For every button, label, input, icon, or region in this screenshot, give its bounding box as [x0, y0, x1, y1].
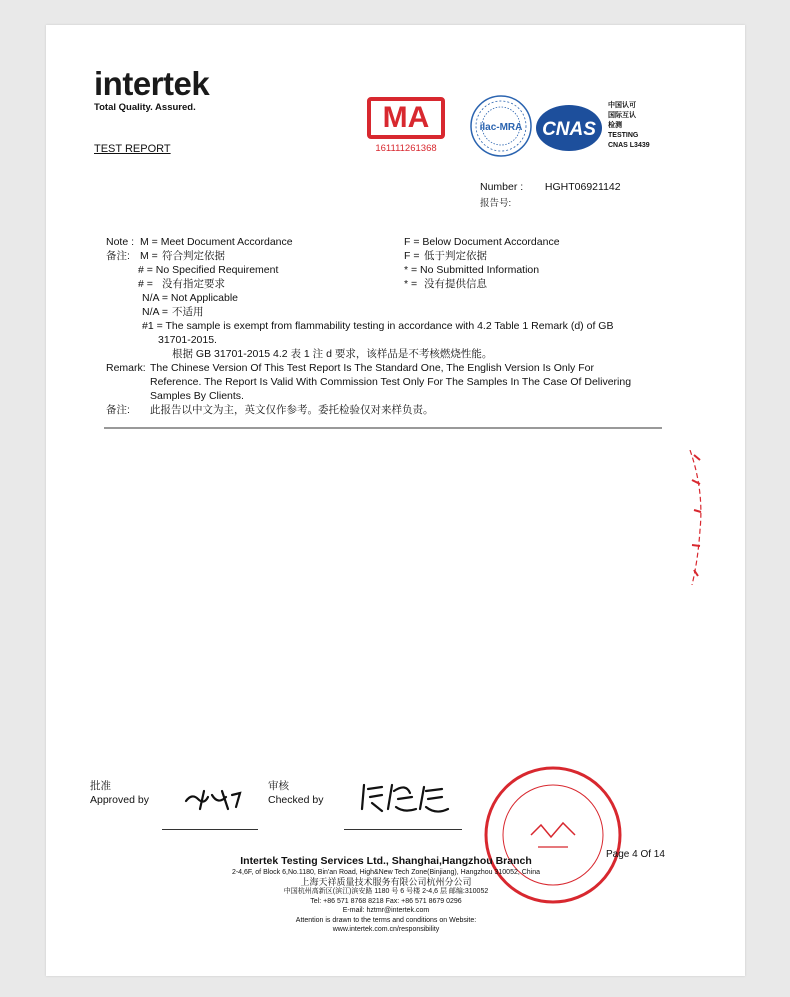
page-number: Page 4 Of 14 [606, 849, 665, 860]
note-na-cn: 不适用 [172, 306, 204, 318]
checked-block [268, 779, 323, 807]
note-m-cn-key: M = [140, 250, 158, 262]
note-hash-cn-key: # = [138, 278, 153, 290]
footer-company-cn: 上海天祥质量技术服务有限公司杭州分公司 [300, 876, 472, 887]
cnas-caption-line: 国际互认 [608, 112, 636, 119]
cnas-caption-line: TESTING [608, 132, 639, 139]
side-seal-fragment [686, 450, 708, 585]
cnas-caption-line: CNAS L3439 [608, 142, 650, 149]
approved-block [90, 779, 149, 807]
approved-label: Approved by [90, 794, 149, 806]
cma-number: 161111261368 [375, 143, 437, 154]
note-hash-cn: 没有指定要求 [162, 278, 225, 290]
footer-email: E-mail: hztmr@intertek.com [342, 907, 430, 914]
cma-logo: MA [367, 97, 445, 139]
note-star-cn: 没有提供信息 [424, 278, 487, 290]
ilac-text: ilac-MRA [479, 122, 523, 133]
cnas-caption-line: 中国认可 [608, 102, 636, 109]
note-m-cn: 符合判定依据 [162, 250, 225, 262]
approver-signature [182, 787, 246, 813]
intertek-logo [94, 67, 209, 113]
note-f-cn-key: F = [404, 250, 420, 262]
report-number-value: HGHT06921142 [544, 181, 621, 193]
note-label: Note : [106, 236, 135, 248]
footer-attention: Attention is drawn to the terms and conditions on Website: [295, 916, 477, 924]
cnas-text: CNAS [542, 119, 596, 140]
footer-company: Intertek Testing Services Ltd., Shanghai,Hangzhou Branch [240, 855, 532, 867]
checked-signature-line [344, 829, 462, 830]
note-star: * = No Submitted Information [404, 264, 540, 276]
logo-wordmark: intertek [94, 65, 210, 102]
cnas-caption-line: 检测 [608, 122, 622, 129]
footer [186, 855, 586, 935]
section-divider [104, 427, 662, 429]
remark-line3: Samples By Clients. [150, 390, 244, 402]
remark-line2: Reference. The Report Is Valid With Commission Test Only For The Samples In The Case Of Delivering [150, 376, 632, 388]
report-number-label-cn: 报告号: [480, 198, 512, 209]
logo-tagline: Total Quality. Assured. [94, 102, 196, 113]
approved-signature-line [162, 829, 258, 830]
cma-seal [367, 97, 445, 154]
note-h1-line2: 31701-2015. [158, 334, 217, 346]
checked-label: Checked by [268, 794, 324, 806]
report-title: TEST REPORT [94, 143, 171, 155]
note-h1-line1: #1 = The sample is exempt from flammability testing in accordance with 4.2 Table 1 Remark (d) of GB [142, 320, 614, 332]
report-page [46, 25, 745, 976]
report-number [480, 181, 621, 209]
ilac-mra-logo [470, 95, 532, 157]
note-hash: # = No Specified Requirement [138, 264, 279, 276]
note-m: M = Meet Document Accordance [140, 236, 293, 248]
cnas-caption [608, 101, 650, 151]
note-cn-label: 备注: [106, 250, 130, 262]
remark-cn: 此报告以中文为主，英文仅作参考。委托检验仅对来样负责。 [150, 404, 434, 416]
footer-phone: Tel: +86 571 8768 8218 Fax: +86 571 8679 0296 [310, 897, 462, 905]
note-star-cn-key: * = [404, 278, 418, 290]
checker-signature [358, 779, 450, 815]
remark-line1: The Chinese Version Of This Test Report Is The Standard One, The English Version Is Only For [150, 362, 594, 374]
footer-website[interactable]: www.intertek.com.cn/responsibility [332, 926, 440, 933]
notes-section [106, 235, 676, 417]
note-h1-cn: 根据 GB 31701-2015 4.2 表 1 注 d 要求，该样品是不考核燃烧性能。 [172, 348, 493, 360]
note-f: F = Below Document Accordance [404, 236, 560, 248]
cnas-logo [534, 103, 604, 153]
note-f-cn: 低于判定依据 [424, 250, 487, 262]
report-number-label: Number : [480, 181, 524, 193]
checked-label-cn: 审核 [268, 780, 289, 792]
note-na-cn-key: N/A = [142, 306, 168, 318]
remark-cn-label: 备注: [106, 404, 130, 416]
note-na: N/A = Not Applicable [142, 292, 239, 304]
footer-address-cn: 中国杭州高新区(滨江)滨安路 1180 号 6 号楼 2-4,6 层 邮编:310052 [283, 888, 489, 895]
remark-label: Remark: [106, 362, 146, 374]
footer-address: 2-4,6F, of Block 6,No.1180, Bin'an Road, High&New Tech Zone(Binjiang), Hangzhou 310052, China [231, 869, 541, 876]
approved-label-cn: 批准 [90, 780, 111, 792]
